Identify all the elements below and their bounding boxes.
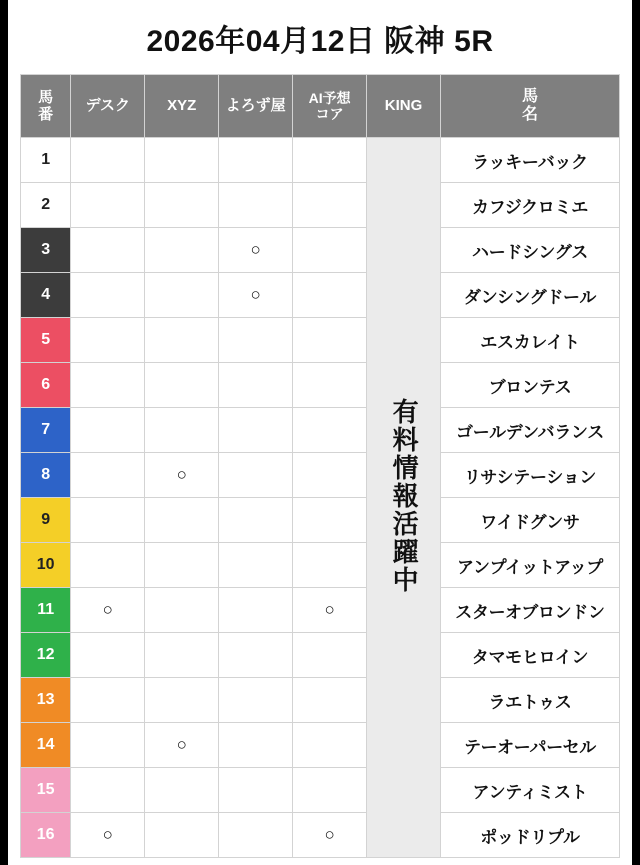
cell-desk-mark [71, 138, 145, 183]
cell-desk-mark [71, 228, 145, 273]
cell-desk-mark: ○ [71, 588, 145, 633]
column-header-yorozuya: よろず屋 [219, 75, 293, 138]
cell-umaban: 6 [21, 363, 71, 408]
column-header-horse-name [440, 75, 619, 138]
right-edge-bar [632, 0, 640, 865]
cell-horse-name: ブロンテス [440, 363, 619, 408]
cell-horse-name: エスカレイト [440, 318, 619, 363]
cell-umaban: 2 [21, 183, 71, 228]
cell-umaban: 11 [21, 588, 71, 633]
cell-horse-name: ハードシングス [440, 228, 619, 273]
cell-desk-mark [71, 408, 145, 453]
cell-xyz-mark [145, 768, 219, 813]
cell-ai-mark [293, 363, 367, 408]
cell-ai-mark [293, 678, 367, 723]
table-row [21, 273, 620, 318]
table-row [21, 633, 620, 678]
cell-horse-name: テーオーパーセル [440, 723, 619, 768]
cell-horse-name: ラッキーバック [440, 138, 619, 183]
cell-yorozuya-mark [219, 408, 293, 453]
cell-yorozuya-mark [219, 138, 293, 183]
cell-umaban: 5 [21, 318, 71, 363]
table-row [21, 138, 620, 183]
cell-desk-mark [71, 453, 145, 498]
cell-desk-mark [71, 318, 145, 363]
cell-ai-mark [293, 543, 367, 588]
cell-yorozuya-mark [219, 453, 293, 498]
cell-umaban: 8 [21, 453, 71, 498]
column-header-ai [293, 75, 367, 138]
cell-ai-mark [293, 453, 367, 498]
cell-ai-mark [293, 273, 367, 318]
cell-umaban: 10 [21, 543, 71, 588]
cell-yorozuya-mark [219, 723, 293, 768]
cell-horse-name: ゴールデンバランス [440, 408, 619, 453]
cell-yorozuya-mark [219, 183, 293, 228]
cell-xyz-mark [145, 408, 219, 453]
table-header [21, 75, 620, 138]
table-row [21, 183, 620, 228]
cell-umaban: 12 [21, 633, 71, 678]
cell-horse-name: タマモヒロイン [440, 633, 619, 678]
cell-yorozuya-mark [219, 498, 293, 543]
page-title: 2026年04月12日 阪神 5R [146, 25, 494, 58]
cell-umaban: 4 [21, 273, 71, 318]
table-row [21, 228, 620, 273]
cell-xyz-mark [145, 363, 219, 408]
cell-horse-name: ワイドグンサ [440, 498, 619, 543]
cell-umaban: 16 [21, 813, 71, 858]
column-header-king: KING [367, 75, 441, 138]
cell-xyz-mark [145, 678, 219, 723]
cell-desk-mark [71, 723, 145, 768]
cell-yorozuya-mark [219, 588, 293, 633]
cell-yorozuya-mark [219, 543, 293, 588]
cell-xyz-mark [145, 588, 219, 633]
cell-xyz-mark [145, 228, 219, 273]
cell-xyz-mark: ○ [145, 453, 219, 498]
cell-ai-mark [293, 633, 367, 678]
cell-horse-name: ポッドリプル [440, 813, 619, 858]
cell-xyz-mark [145, 183, 219, 228]
table-row [21, 408, 620, 453]
cell-xyz-mark [145, 318, 219, 363]
table-row [21, 453, 620, 498]
cell-umaban: 3 [21, 228, 71, 273]
horse-name-header-line2: 名 [521, 106, 538, 123]
cell-yorozuya-mark [219, 318, 293, 363]
cell-umaban: 15 [21, 768, 71, 813]
table-row [21, 813, 620, 858]
cell-ai-mark [293, 408, 367, 453]
cell-horse-name: アンプイットアップ [440, 543, 619, 588]
cell-ai-mark [293, 498, 367, 543]
column-header-xyz: XYZ [145, 75, 219, 138]
cell-yorozuya-mark [219, 678, 293, 723]
cell-umaban: 1 [21, 138, 71, 183]
cell-yorozuya-mark: ○ [219, 228, 293, 273]
cell-xyz-mark [145, 813, 219, 858]
table-row [21, 723, 620, 768]
cell-xyz-mark [145, 138, 219, 183]
cell-desk-mark [71, 768, 145, 813]
king-paid-info-banner-text: 有料情報活躍中 [389, 397, 420, 594]
cell-yorozuya-mark: ○ [219, 273, 293, 318]
cell-desk-mark [71, 498, 145, 543]
umaban-header-line2: 番 [38, 106, 54, 123]
cell-horse-name: スターオブロンドン [440, 588, 619, 633]
cell-umaban: 9 [21, 498, 71, 543]
cell-desk-mark [71, 678, 145, 723]
cell-horse-name: ラエトゥス [440, 678, 619, 723]
cell-ai-mark: ○ [293, 813, 367, 858]
cell-ai-mark [293, 768, 367, 813]
column-header-umaban [21, 75, 71, 138]
cell-ai-mark [293, 318, 367, 363]
cell-ai-mark [293, 183, 367, 228]
cell-horse-name: ダンシングドール [440, 273, 619, 318]
cell-umaban: 14 [21, 723, 71, 768]
cell-desk-mark: ○ [71, 813, 145, 858]
umaban-header-line1: 馬 [38, 88, 54, 106]
cell-ai-mark [293, 138, 367, 183]
cell-horse-name: リサシテーション [440, 453, 619, 498]
cell-xyz-mark [145, 273, 219, 318]
ai-header-line1: AI予想 [308, 89, 351, 106]
cell-xyz-mark: ○ [145, 723, 219, 768]
cell-desk-mark [71, 543, 145, 588]
cell-horse-name: アンティミスト [440, 768, 619, 813]
cell-horse-name: カフジクロミエ [440, 183, 619, 228]
king-paid-info-banner-cell[interactable] [367, 138, 441, 858]
cell-ai-mark [293, 723, 367, 768]
cell-desk-mark [71, 183, 145, 228]
cell-yorozuya-mark [219, 813, 293, 858]
cell-xyz-mark [145, 633, 219, 678]
ai-header-line2: コア [315, 106, 344, 122]
race-table-container [20, 74, 620, 858]
table-body [21, 138, 620, 858]
cell-desk-mark [71, 273, 145, 318]
cell-ai-mark: ○ [293, 588, 367, 633]
table-header-row [21, 75, 620, 138]
cell-xyz-mark [145, 543, 219, 588]
table-row [21, 678, 620, 723]
table-row [21, 543, 620, 588]
cell-xyz-mark [145, 498, 219, 543]
horse-name-header-line1: 馬 [521, 87, 538, 105]
column-header-desk: デスク [71, 75, 145, 138]
cell-umaban: 7 [21, 408, 71, 453]
race-prediction-table [20, 74, 620, 858]
cell-yorozuya-mark [219, 633, 293, 678]
cell-yorozuya-mark [219, 363, 293, 408]
table-row [21, 588, 620, 633]
table-row [21, 498, 620, 543]
cell-umaban: 13 [21, 678, 71, 723]
cell-ai-mark [293, 228, 367, 273]
cell-desk-mark [71, 633, 145, 678]
table-row [21, 318, 620, 363]
cell-desk-mark [71, 363, 145, 408]
table-row [21, 363, 620, 408]
cell-yorozuya-mark [219, 768, 293, 813]
table-row [21, 768, 620, 813]
left-edge-bar [0, 0, 8, 865]
